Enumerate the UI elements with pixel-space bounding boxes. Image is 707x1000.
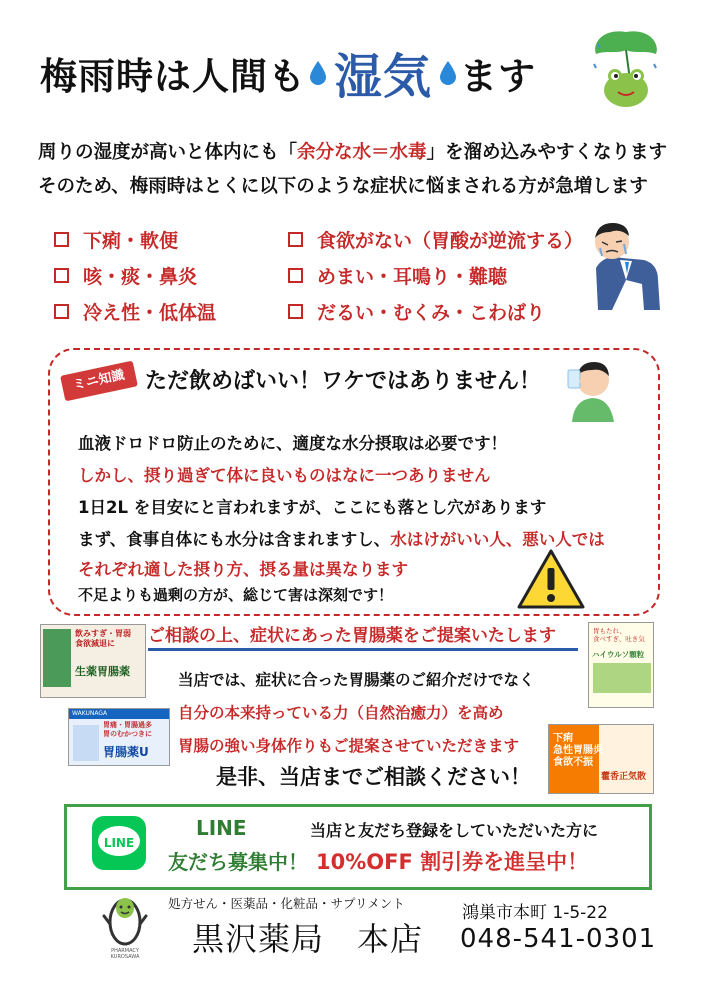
intro-highlight: 余分な水＝水毒 bbox=[297, 142, 427, 163]
product-brand: WAKUNAGA bbox=[69, 709, 170, 719]
symptom-label: 食欲がない（胃酸が逆流する） bbox=[317, 230, 584, 252]
mini-line-4 bbox=[78, 526, 605, 550]
line-brand: LINE bbox=[196, 816, 247, 840]
symptom-label: 冷え性・低体温 bbox=[83, 302, 217, 324]
product-line: 食欲減退に bbox=[75, 639, 115, 648]
footer-services: 処方せん・医薬品・化粧品・サプリメント bbox=[168, 896, 405, 911]
title-part1: 梅雨時は人間も bbox=[40, 54, 306, 98]
mini-text: まず、食事自体にも水分は含まれますし、 bbox=[78, 530, 391, 549]
tired-man-illustration bbox=[582, 214, 668, 314]
symptom-item bbox=[288, 298, 545, 325]
mini-line-2: しかし、摂り過ぎて体に良いものはなに一つありません bbox=[78, 466, 491, 485]
intro-text: 」を溜め込みやすくなります bbox=[426, 142, 668, 163]
symptom-label: めまい・耳鳴り・難聴 bbox=[317, 266, 508, 288]
product-text bbox=[103, 721, 152, 739]
product-box-3 bbox=[588, 622, 654, 708]
symptom-label: 下痢・軟便 bbox=[83, 230, 179, 252]
intro-line-2: そのため、梅雨時はとくに以下のような症状に悩まされる方が急増します bbox=[38, 176, 648, 197]
consult-line-1: 当店では、症状に合った胃腸薬のご紹介だけでなく bbox=[178, 671, 535, 689]
pharmacy-address: 鴻巣市本町 1-5-22 bbox=[462, 903, 608, 923]
product-text bbox=[593, 627, 645, 643]
title-highlight: 湿気 bbox=[334, 49, 433, 105]
consult-line-4: 是非、当店までご相談ください！ bbox=[216, 765, 531, 789]
pharmacy-logo-text: PHARMACY KUROSAWA bbox=[110, 948, 140, 960]
mini-text-red: 水はけがいい人、悪い人では bbox=[390, 530, 605, 549]
pharmacy-phone[interactable]: 048-541-0301 bbox=[460, 924, 657, 954]
mini-line-6: 不足よりも過剰の方が、総じて害は深刻です！ bbox=[78, 586, 394, 604]
checkbox-icon bbox=[54, 304, 69, 319]
mini-line-3: 1日2L を目安にと言われますが、ここにも落とし穴があります bbox=[78, 498, 547, 517]
pharmacy-name: 黒沢薬局 本店 bbox=[192, 920, 424, 958]
frog-illustration bbox=[590, 24, 662, 114]
product-box-1 bbox=[40, 624, 146, 698]
product-image-area bbox=[593, 663, 651, 693]
product-line: 食べすぎ、吐き気 bbox=[593, 635, 645, 643]
checkbox-icon bbox=[54, 268, 69, 283]
symptom-item bbox=[288, 262, 507, 289]
product-line: 下痢 bbox=[553, 733, 573, 744]
consult-line-2: 自分の本来持っている力（自然治癒力）を高め bbox=[178, 704, 504, 722]
mini-knowledge-badge: ミニ知識 bbox=[60, 361, 138, 402]
intro-text: 周りの湿度が高いと体内にも「 bbox=[38, 142, 298, 163]
line-offer-line-2: 10%OFF 割引券を進呈中！ bbox=[316, 850, 589, 874]
product-text bbox=[75, 629, 131, 649]
checkbox-icon bbox=[288, 268, 303, 283]
consult-title: ご相談の上、症状にあった胃腸薬をご提案いたします bbox=[148, 621, 578, 651]
title-part2: ます bbox=[460, 54, 537, 98]
product-box-2 bbox=[68, 708, 170, 766]
product-name: 胃腸薬U bbox=[103, 745, 149, 759]
symptom-label: だるい・むくみ・こわばり bbox=[317, 302, 546, 324]
symptom-item bbox=[288, 226, 583, 253]
checkbox-icon bbox=[54, 232, 69, 247]
product-line: 胃もたれ、 bbox=[593, 627, 626, 635]
mini-knowledge-title: ただ飲めばいい！ワケではありません！ bbox=[145, 369, 542, 394]
mini-line-5: それぞれ適した摂り方、摂る量は異なります bbox=[78, 560, 408, 579]
product-line: 食欲不振 bbox=[553, 757, 593, 768]
page-title bbox=[40, 38, 536, 107]
product-image-area bbox=[43, 629, 71, 687]
intro-line-1 bbox=[38, 138, 667, 164]
product-box-4 bbox=[548, 724, 654, 794]
pharmacy-logo bbox=[100, 892, 150, 948]
product-text bbox=[553, 733, 603, 769]
warning-icon bbox=[516, 548, 586, 610]
drinking-person-illustration bbox=[562, 352, 624, 422]
symptom-item bbox=[54, 262, 197, 289]
consult-line-3: 胃腸の強い身体作りもご提案させていただきます bbox=[178, 737, 520, 755]
line-logo-text: LINE bbox=[103, 836, 135, 850]
line-subtitle: 友だち募集中！ bbox=[168, 850, 308, 874]
product-line: 飲みすぎ・胃弱 bbox=[75, 629, 131, 638]
product-name: 生薬胃腸薬 bbox=[75, 665, 130, 678]
symptom-item bbox=[54, 298, 216, 325]
mini-line-1: 血液ドロドロ防止のために、適度な水分摂取は必要です！ bbox=[78, 434, 507, 453]
product-name: ハイウルソ顆粒 bbox=[592, 650, 645, 659]
water-drop-icon bbox=[440, 61, 456, 85]
product-image-area bbox=[73, 725, 99, 761]
checkbox-icon bbox=[288, 304, 303, 319]
product-line: 胃のむかつきに bbox=[103, 730, 152, 738]
water-drop-icon bbox=[310, 61, 326, 85]
product-line: 急性胃腸炎 bbox=[553, 745, 603, 756]
product-line: 胃痛・胃腸過多 bbox=[103, 721, 152, 729]
product-name: 藿香正気散 bbox=[601, 772, 647, 782]
symptom-item bbox=[54, 226, 178, 253]
symptom-label: 咳・痰・鼻炎 bbox=[83, 266, 198, 288]
line-offer-line-1: 当店と友だち登録をしていただいた方に bbox=[310, 821, 599, 840]
checkbox-icon bbox=[288, 232, 303, 247]
